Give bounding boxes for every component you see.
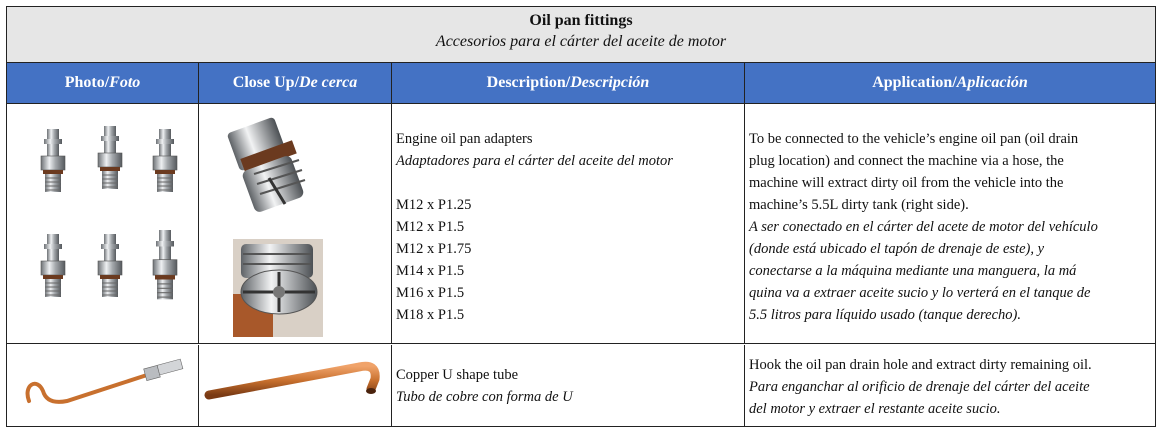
photo-cell <box>7 104 199 343</box>
description-en: Copper U shape tube <box>396 367 519 383</box>
header-photo-es: Foto <box>109 74 141 91</box>
application-cell <box>745 345 1155 427</box>
adapter-thread-closeup <box>199 104 390 342</box>
size-item: M18 x P1.5 <box>396 307 465 323</box>
description-cell <box>392 345 745 427</box>
header-closeup-sep: / <box>294 74 300 91</box>
application-es-line: conectarse a la máquina mediante una manguera, la má <box>749 263 1077 279</box>
copper-u-tube-photo <box>7 345 197 425</box>
header-photo <box>7 63 199 103</box>
application-es-line: (donde está ubicado el tapón de drenaje de este), y <box>749 241 1045 257</box>
application-en-line: plug location) and connect the machine via a hose, the <box>749 153 1064 169</box>
closeup-bottom <box>233 239 323 337</box>
header-photo-sep: / <box>104 74 110 91</box>
header-photo-en: Photo <box>64 74 105 91</box>
header-application-sep: / <box>952 74 957 91</box>
header-closeup-es: De cerca <box>299 74 358 91</box>
photo-cell <box>7 345 199 427</box>
application-es-line: Para enganchar al orificio de drenaje del cárter del aceite <box>749 379 1090 395</box>
header-description-en: Description <box>486 74 566 91</box>
description-es: Adaptadores para el cárter del aceite del motor <box>396 153 673 169</box>
header-closeup <box>199 63 392 103</box>
application-en-line: machine’s 5.5L dirty tank (right side). <box>749 197 969 213</box>
application-es-line: A ser conectado en el cárter del acete de motor del vehículo <box>749 219 1098 235</box>
header-description <box>392 63 745 103</box>
application-en-line: To be connected to the vehicle’s engine oil pan (oil drain <box>749 131 1079 147</box>
table-row-copper-tube <box>7 345 1155 427</box>
header-description-es: Descripción <box>570 74 650 91</box>
closeup-cell <box>199 104 392 343</box>
application-en-line: Hook the oil pan drain hole and extract dirty remaining oil. <box>749 357 1092 373</box>
application-es-line: del motor y extraer el restante aceite sucio. <box>749 401 1001 417</box>
table-subtitle: Accesorios para el cárter del aceite de motor <box>435 33 727 50</box>
header-application-en: Application <box>872 74 953 91</box>
header-description-sep: / <box>565 74 571 91</box>
closeup-cell <box>199 345 392 427</box>
description-en: Engine oil pan adapters <box>396 131 533 147</box>
application-cell <box>745 104 1155 343</box>
application-es-line: quina va a extraer aceite sucio y lo verterá en el tanque de <box>749 285 1091 301</box>
size-item: M14 x P1.5 <box>396 263 465 279</box>
copper-tube-closeup <box>199 345 390 425</box>
description-es: Tubo de cobre con forma de U <box>396 389 573 405</box>
application-es-line: 5.5 litros para líquido usado (tanque derecho). <box>749 307 1021 323</box>
header-application-es: Aplicación <box>956 74 1028 91</box>
closeup-top <box>227 117 305 214</box>
description-cell <box>392 104 745 343</box>
application-en-line: machine will extract dirty oil from the vehicle into the <box>749 175 1064 191</box>
fittings-table <box>6 6 1156 427</box>
size-item: M12 x P1.5 <box>396 219 465 235</box>
header-application <box>745 63 1155 103</box>
header-row <box>7 63 1155 104</box>
table-row-adapters <box>7 104 1155 344</box>
table-title: Oil pan fittings <box>529 12 633 29</box>
title-band <box>7 7 1155 63</box>
size-item: M12 x P1.75 <box>396 241 472 257</box>
header-closeup-en: Close Up <box>232 74 295 91</box>
oil-pan-adapters-photo <box>7 104 197 342</box>
size-item: M16 x P1.5 <box>396 285 465 301</box>
size-item: M12 x P1.25 <box>396 197 472 213</box>
